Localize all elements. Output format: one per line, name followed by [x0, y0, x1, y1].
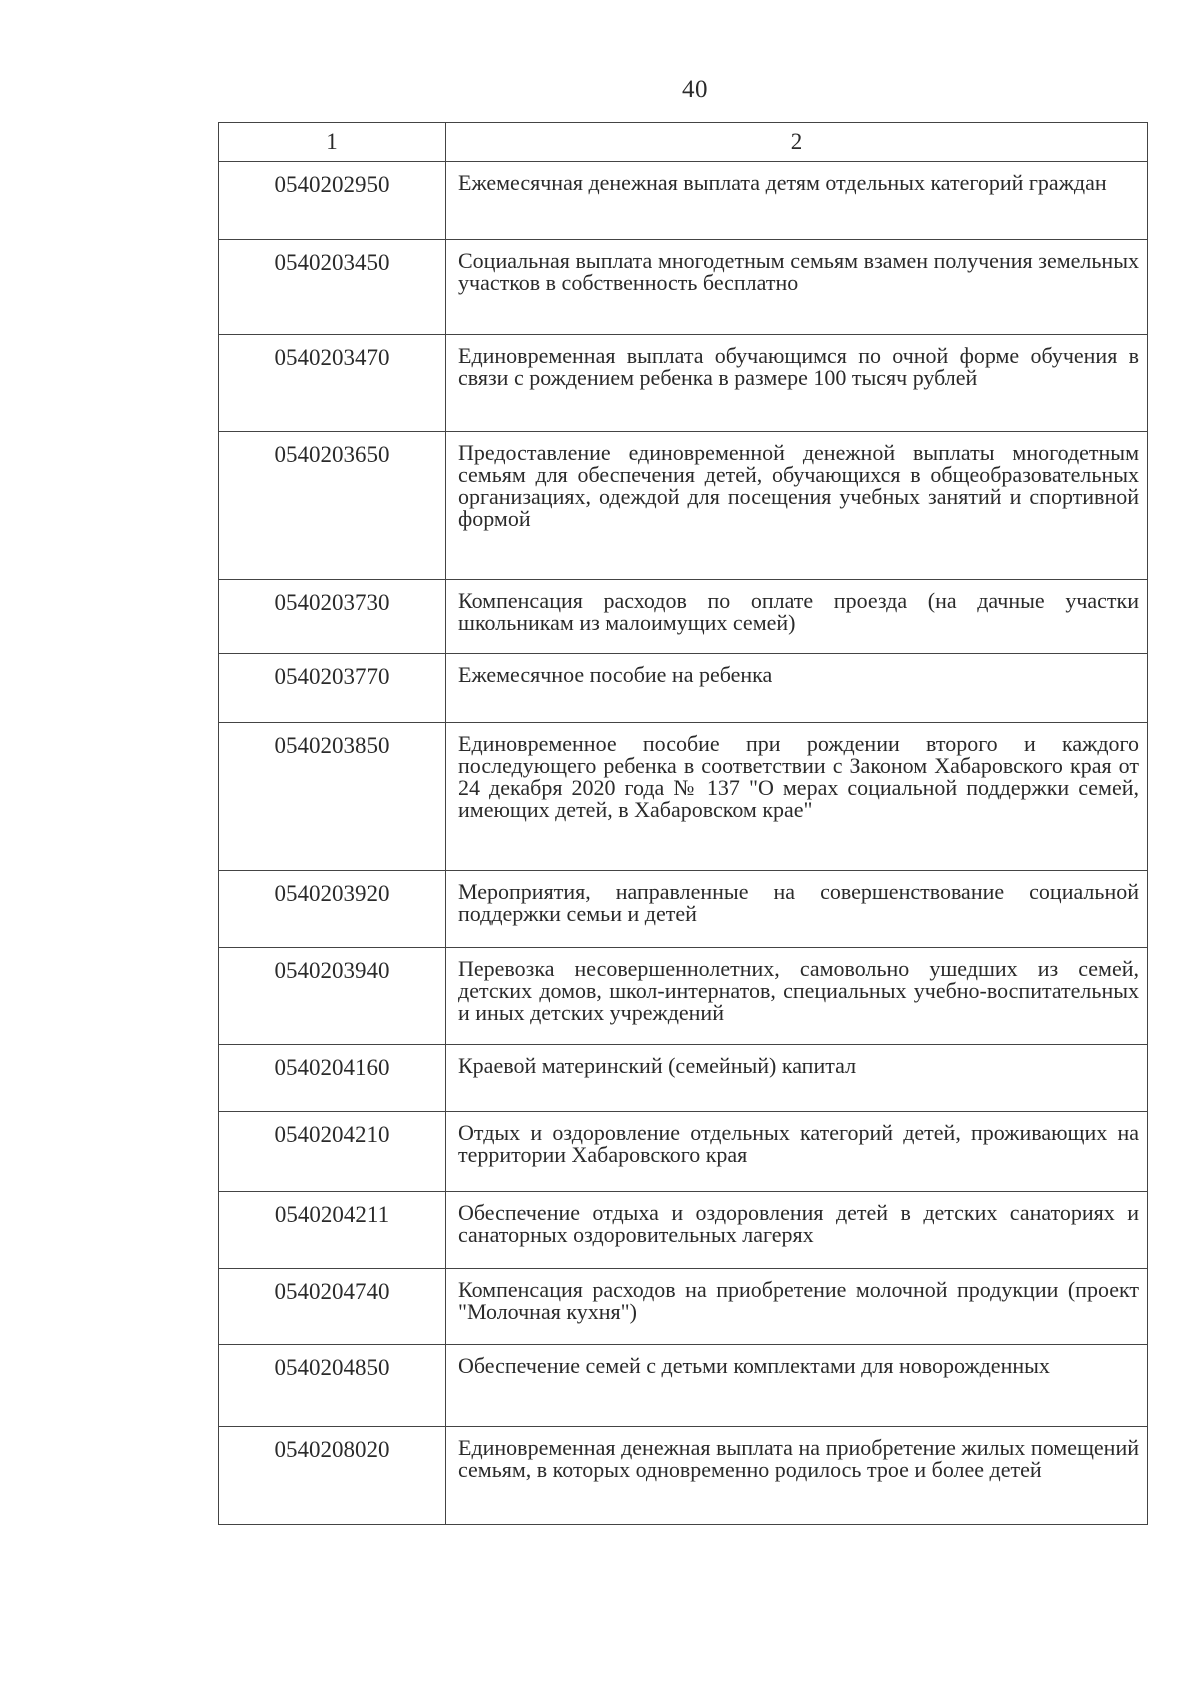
table-row	[219, 432, 1148, 580]
row-code: 0540203850	[219, 723, 446, 871]
page-number: 40	[682, 76, 708, 103]
row-code: 0540203940	[219, 948, 446, 1045]
row-name: Единовременная денежная выплата на приобретение жилых помещений семьям, в которых одновременно родилось трое и более детей	[446, 1427, 1148, 1525]
row-code: 0540208020	[219, 1427, 446, 1525]
table-row	[219, 240, 1148, 335]
row-code: 0540202950	[219, 162, 446, 240]
table-row	[219, 948, 1148, 1045]
table-row	[219, 871, 1148, 948]
table-row	[219, 1045, 1148, 1112]
row-code: 0540203470	[219, 335, 446, 432]
row-code: 0540203650	[219, 432, 446, 580]
row-code: 0540204850	[219, 1345, 446, 1427]
row-code: 0540203920	[219, 871, 446, 948]
row-code: 0540204160	[219, 1045, 446, 1112]
row-name: Мероприятия, направленные на совершенствование социальной поддержки семьи и детей	[446, 871, 1148, 948]
row-code: 0540204740	[219, 1269, 446, 1345]
row-name: Единовременная выплата обучающимся по очной форме обучения в связи с рождением ребенка в размере 100 тысяч рублей	[446, 335, 1148, 432]
table-row	[219, 335, 1148, 432]
row-code: 0540203730	[219, 580, 446, 654]
row-name: Компенсация расходов по оплате проезда (на дачные участки школьникам из малоимущих семей)	[446, 580, 1148, 654]
row-code: 0540203450	[219, 240, 446, 335]
row-name: Ежемесячная денежная выплата детям отдельных категорий граждан	[446, 162, 1148, 240]
row-name: Обеспечение семей с детьми комплектами для новорожденных	[446, 1345, 1148, 1427]
column-header-1: 1	[219, 123, 446, 162]
table-header-row	[219, 123, 1148, 162]
row-name: Отдых и оздоровление отдельных категорий детей, проживающих на территории Хабаровского края	[446, 1112, 1148, 1192]
row-code: 0540203770	[219, 654, 446, 723]
row-name: Компенсация расходов на приобретение молочной продукции (проект "Молочная кухня")	[446, 1269, 1148, 1345]
row-name: Единовременное пособие при рождении второго и каждого последующего ребенка в соответствии с Законом Хабаровского края от 24 декабря 2020 года № 137 "О мерах социальной поддержки семей, имеющих детей, в Хабаровском крае"	[446, 723, 1148, 871]
table-row	[219, 162, 1148, 240]
row-name: Ежемесячное пособие на ребенка	[446, 654, 1148, 723]
table-row	[219, 1427, 1148, 1525]
row-name: Предоставление единовременной денежной выплаты многодетным семьям для обеспечения детей, обучающихся в общеобразовательных организациях, одеждой для посещения учебных занятий и спортивной формой	[446, 432, 1148, 580]
row-name: Обеспечение отдыха и оздоровления детей в детских санаториях и санаторных оздоровительных лагерях	[446, 1192, 1148, 1269]
row-name: Перевозка несовершеннолетних, самовольно ушедших из семей, детских домов, школ-интернатов, специальных учебно-воспитательных и иных детских учреждений	[446, 948, 1148, 1045]
row-code: 0540204211	[219, 1192, 446, 1269]
row-name: Краевой материнский (семейный) капитал	[446, 1045, 1148, 1112]
budget-codes-table	[218, 122, 1148, 1525]
table-row	[219, 1345, 1148, 1427]
table-row	[219, 654, 1148, 723]
column-header-2: 2	[446, 123, 1148, 162]
table-row	[219, 1269, 1148, 1345]
table-row	[219, 1192, 1148, 1269]
table-row	[219, 1112, 1148, 1192]
table-row	[219, 580, 1148, 654]
table-row	[219, 723, 1148, 871]
row-name: Социальная выплата многодетным семьям взамен получения земельных участков в собственность бесплатно	[446, 240, 1148, 335]
row-code: 0540204210	[219, 1112, 446, 1192]
